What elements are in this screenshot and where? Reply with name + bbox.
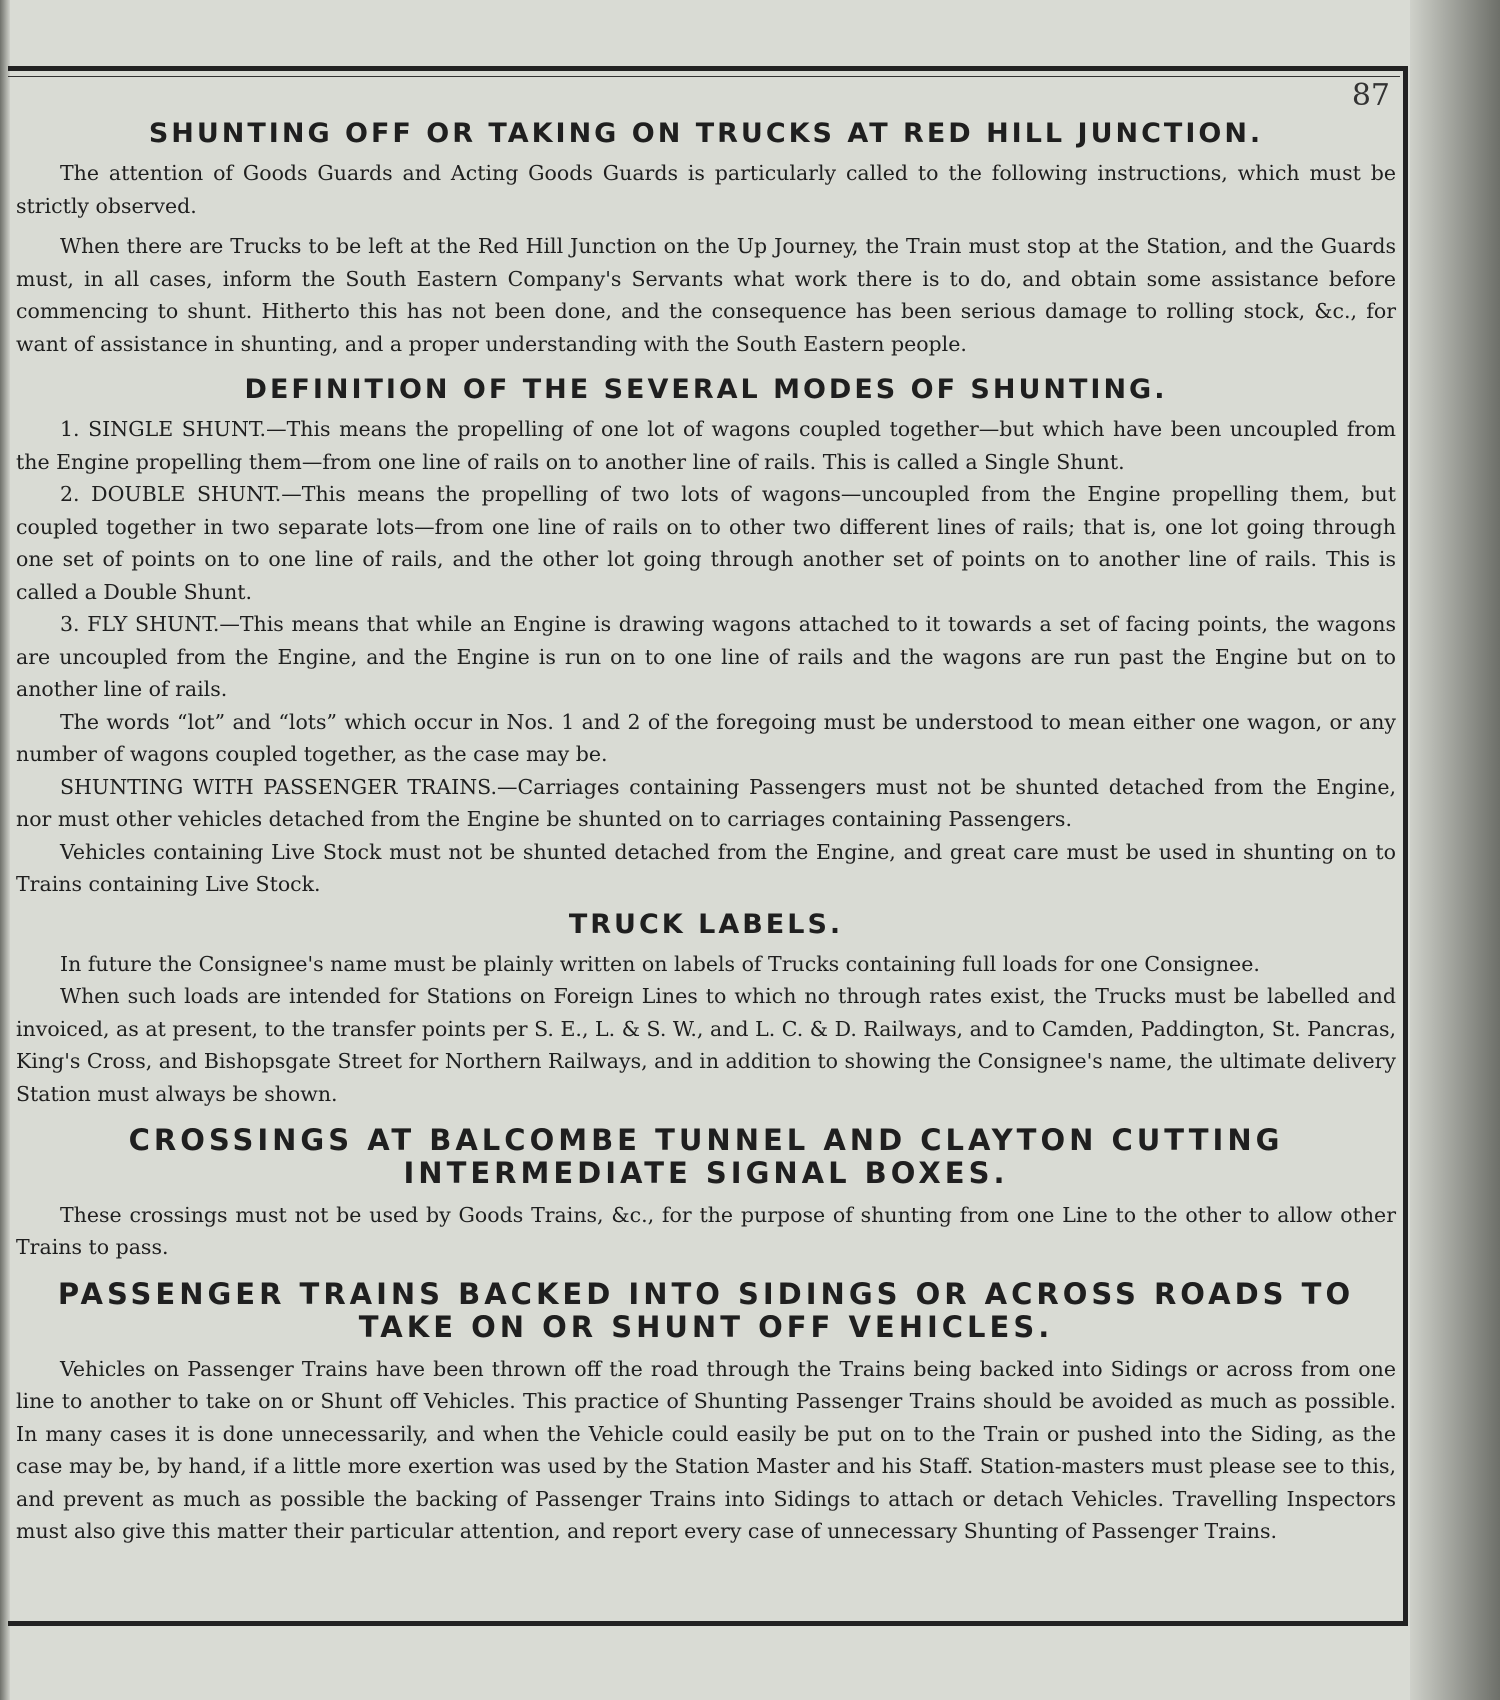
- page-content: [16, 118, 1396, 1548]
- paragraph: 1. SINGLE SHUNT.—This means the propelling of one lot of wagons coupled together—but which have been uncoupled from the Engine propelling them—from one line of rails on to another line of rails. This is called a Single Shunt.: [16, 417, 1396, 474]
- paragraph: When such loads are intended for Stations on Foreign Lines to which no through rates exist, the Trucks must be labelled and invoiced, as at present, to the transfer points per S. E., L. & S. W., and L. C. & D. Railways, and to Camden, Paddington, St. Pancras, King's Cross, and Bishopsgate Street for Northern Railways, and in addition to showing the Consignee's name, the ultimate delivery Station must always be shown.: [16, 984, 1396, 1106]
- paragraph: The words “lot” and “lots” which occur in Nos. 1 and 2 of the foregoing must be understood to mean either one wagon, or any number of wagons coupled together, as the case may be.: [16, 709, 1396, 767]
- paragraph: These crossings must not be used by Goods Trains, &c., for the purpose of shunting from one Line to the other to allow other Trains to pass.: [16, 1202, 1396, 1260]
- section-heading: DEFINITION OF THE SEVERAL MODES OF SHUNTING.: [244, 374, 1168, 406]
- section-definition: [16, 374, 1396, 901]
- section-heading: CROSSINGS AT BALCOMBE TUNNEL AND CLAYTON CUTTING INTERMEDIATE SIGNAL BOXES.: [128, 1123, 1284, 1191]
- section-heading: SHUNTING OFF OR TAKING ON TRUCKS AT RED HILL JUNCTION.: [148, 118, 1264, 149]
- paragraph: Vehicles on Passenger Trains have been thrown off the road through the Trains being backed into Sidings or across from one line to another to take on or Shunt off Vehicles. This practice of Shunting Passenger Trains should be avoided as much as possible. In many cases it is done unnecessarily, and when the Vehicle could easily be put on to the Train or pushed into the Siding, as the case may be, by hand, if a little more exertion was used by the Station Master and his Staff. Station-masters must please see to this, and prevent as much as possible the backing of Passenger Trains into Sidings to attach or detach Vehicles. Travelling Inspectors must also give this matter their particular attention, and report every case of unnecessary Shunting of Passenger Trains.: [16, 1356, 1396, 1544]
- section-heading: TRUCK LABELS.: [568, 908, 844, 940]
- paragraph: SHUNTING WITH PASSENGER TRAINS.—Carriages containing Passengers must not be shunted detached from the Engine, nor must other vehicles detached from the Engine be shunted on to carriages containing Passengers.: [16, 774, 1396, 832]
- section-passenger: [16, 1278, 1396, 1548]
- top-rule: [8, 76, 1400, 78]
- section-crossings: [16, 1124, 1396, 1264]
- section-redhill: [16, 118, 1396, 360]
- paragraph: The attention of Goods Guards and Acting Goods Guards is particularly called to the following instructions, which must be strictly observed.: [16, 161, 1396, 218]
- paragraph: When there are Trucks to be left at the Red Hill Junction on the Up Journey, the Train must stop at the Station, and the Guards must, in all cases, inform the South Eastern Company's Servants what work there is to do, and obtain some assistance before commencing to shunt. Hitherto this has not been done, and the consequence has been serious damage to rolling stock, &c., for want of assistance in shunting, and a proper understanding with the South Eastern people.: [16, 234, 1396, 356]
- section-heading: PASSENGER TRAINS BACKED INTO SIDINGS OR ACROSS ROADS TO TAKE ON OR SHUNT OFF VEHICLES.: [57, 1276, 1355, 1345]
- paragraph: 2. DOUBLE SHUNT.—This means the propelling of two lots of wagons—uncoupled from the Engine propelling them, but coupled together in two separate lots—from one line of rails on to other two different lines of rails; that is, one lot going through one set of points on to one line of rails, and the other lot going through another set of points on to another line of rails. This is called a Double Shunt.: [16, 482, 1396, 604]
- paragraph: 3. FLY SHUNT.—This means that while an Engine is drawing wagons attached to it towards a set of facing points, the wagons are uncoupled from the Engine, and the Engine is run on to one line of rails and the wagons are run past the Engine but on to another line of rails.: [16, 612, 1396, 702]
- paragraph: Vehicles containing Live Stock must not be shunted detached from the Engine, and great care must be used in shunting on to Trains containing Live Stock.: [16, 839, 1396, 897]
- page-number: 87: [1351, 78, 1390, 113]
- paragraph: In future the Consignee's name must be plainly written on labels of Trucks containing full loads for one Consignee.: [60, 951, 1260, 976]
- section-truck-labels: [16, 909, 1396, 1111]
- page-edge-shadow: [1410, 0, 1500, 1700]
